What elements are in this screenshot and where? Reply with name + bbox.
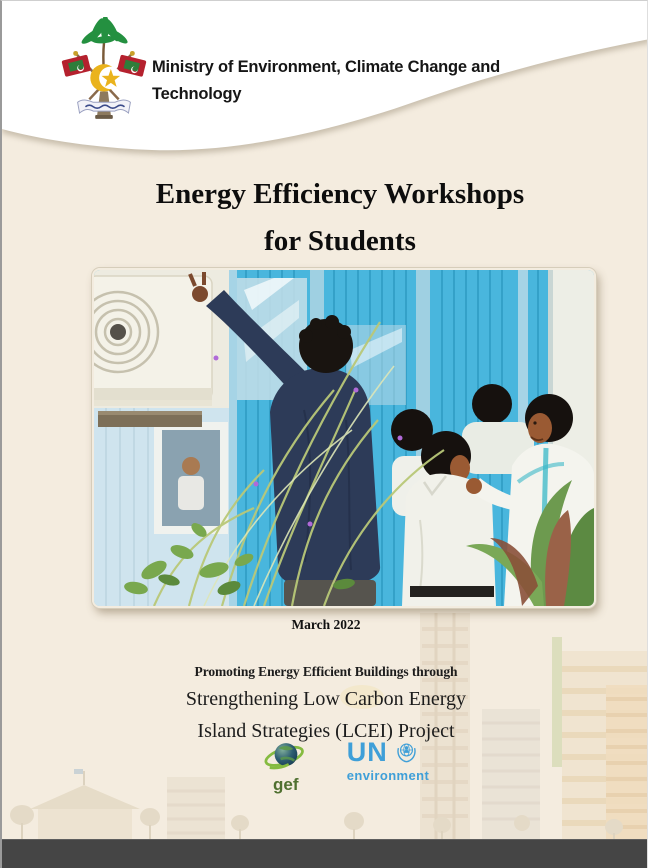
- gef-globe-icon: [260, 739, 312, 779]
- page-title: [16, 171, 648, 265]
- un-logo-sublabel: environment: [346, 768, 430, 783]
- un-environment-logo: [347, 739, 429, 783]
- project-name-line1: Strengthening Low Carbon Energy: [185, 688, 467, 710]
- ministry-name-line1: Ministry of Environment, Climate Change and: [152, 58, 501, 76]
- gef-logo-label: gef: [273, 775, 299, 794]
- maldives-national-emblem-icon: [60, 17, 148, 125]
- viewer-bottom-bar: [2, 839, 648, 868]
- un-wreath-globe-icon: [394, 740, 419, 765]
- project-text: [2, 661, 648, 747]
- project-name-line2: Island Strategies (LCEI) Project: [197, 720, 455, 742]
- ministry-name: [152, 54, 542, 108]
- partner-logos: [18, 739, 648, 792]
- publication-date: March 2022: [291, 617, 361, 632]
- page-title-line1: Energy Efficiency Workshops: [155, 178, 525, 210]
- cover-photo: [92, 268, 596, 608]
- gef-logo: [255, 739, 317, 792]
- un-logo-label: UN: [346, 737, 388, 767]
- page-title-line2: for Students: [264, 225, 416, 257]
- ministry-name-line2: Technology: [152, 85, 242, 103]
- project-intro: Promoting Energy Efficient Buildings through: [194, 664, 458, 679]
